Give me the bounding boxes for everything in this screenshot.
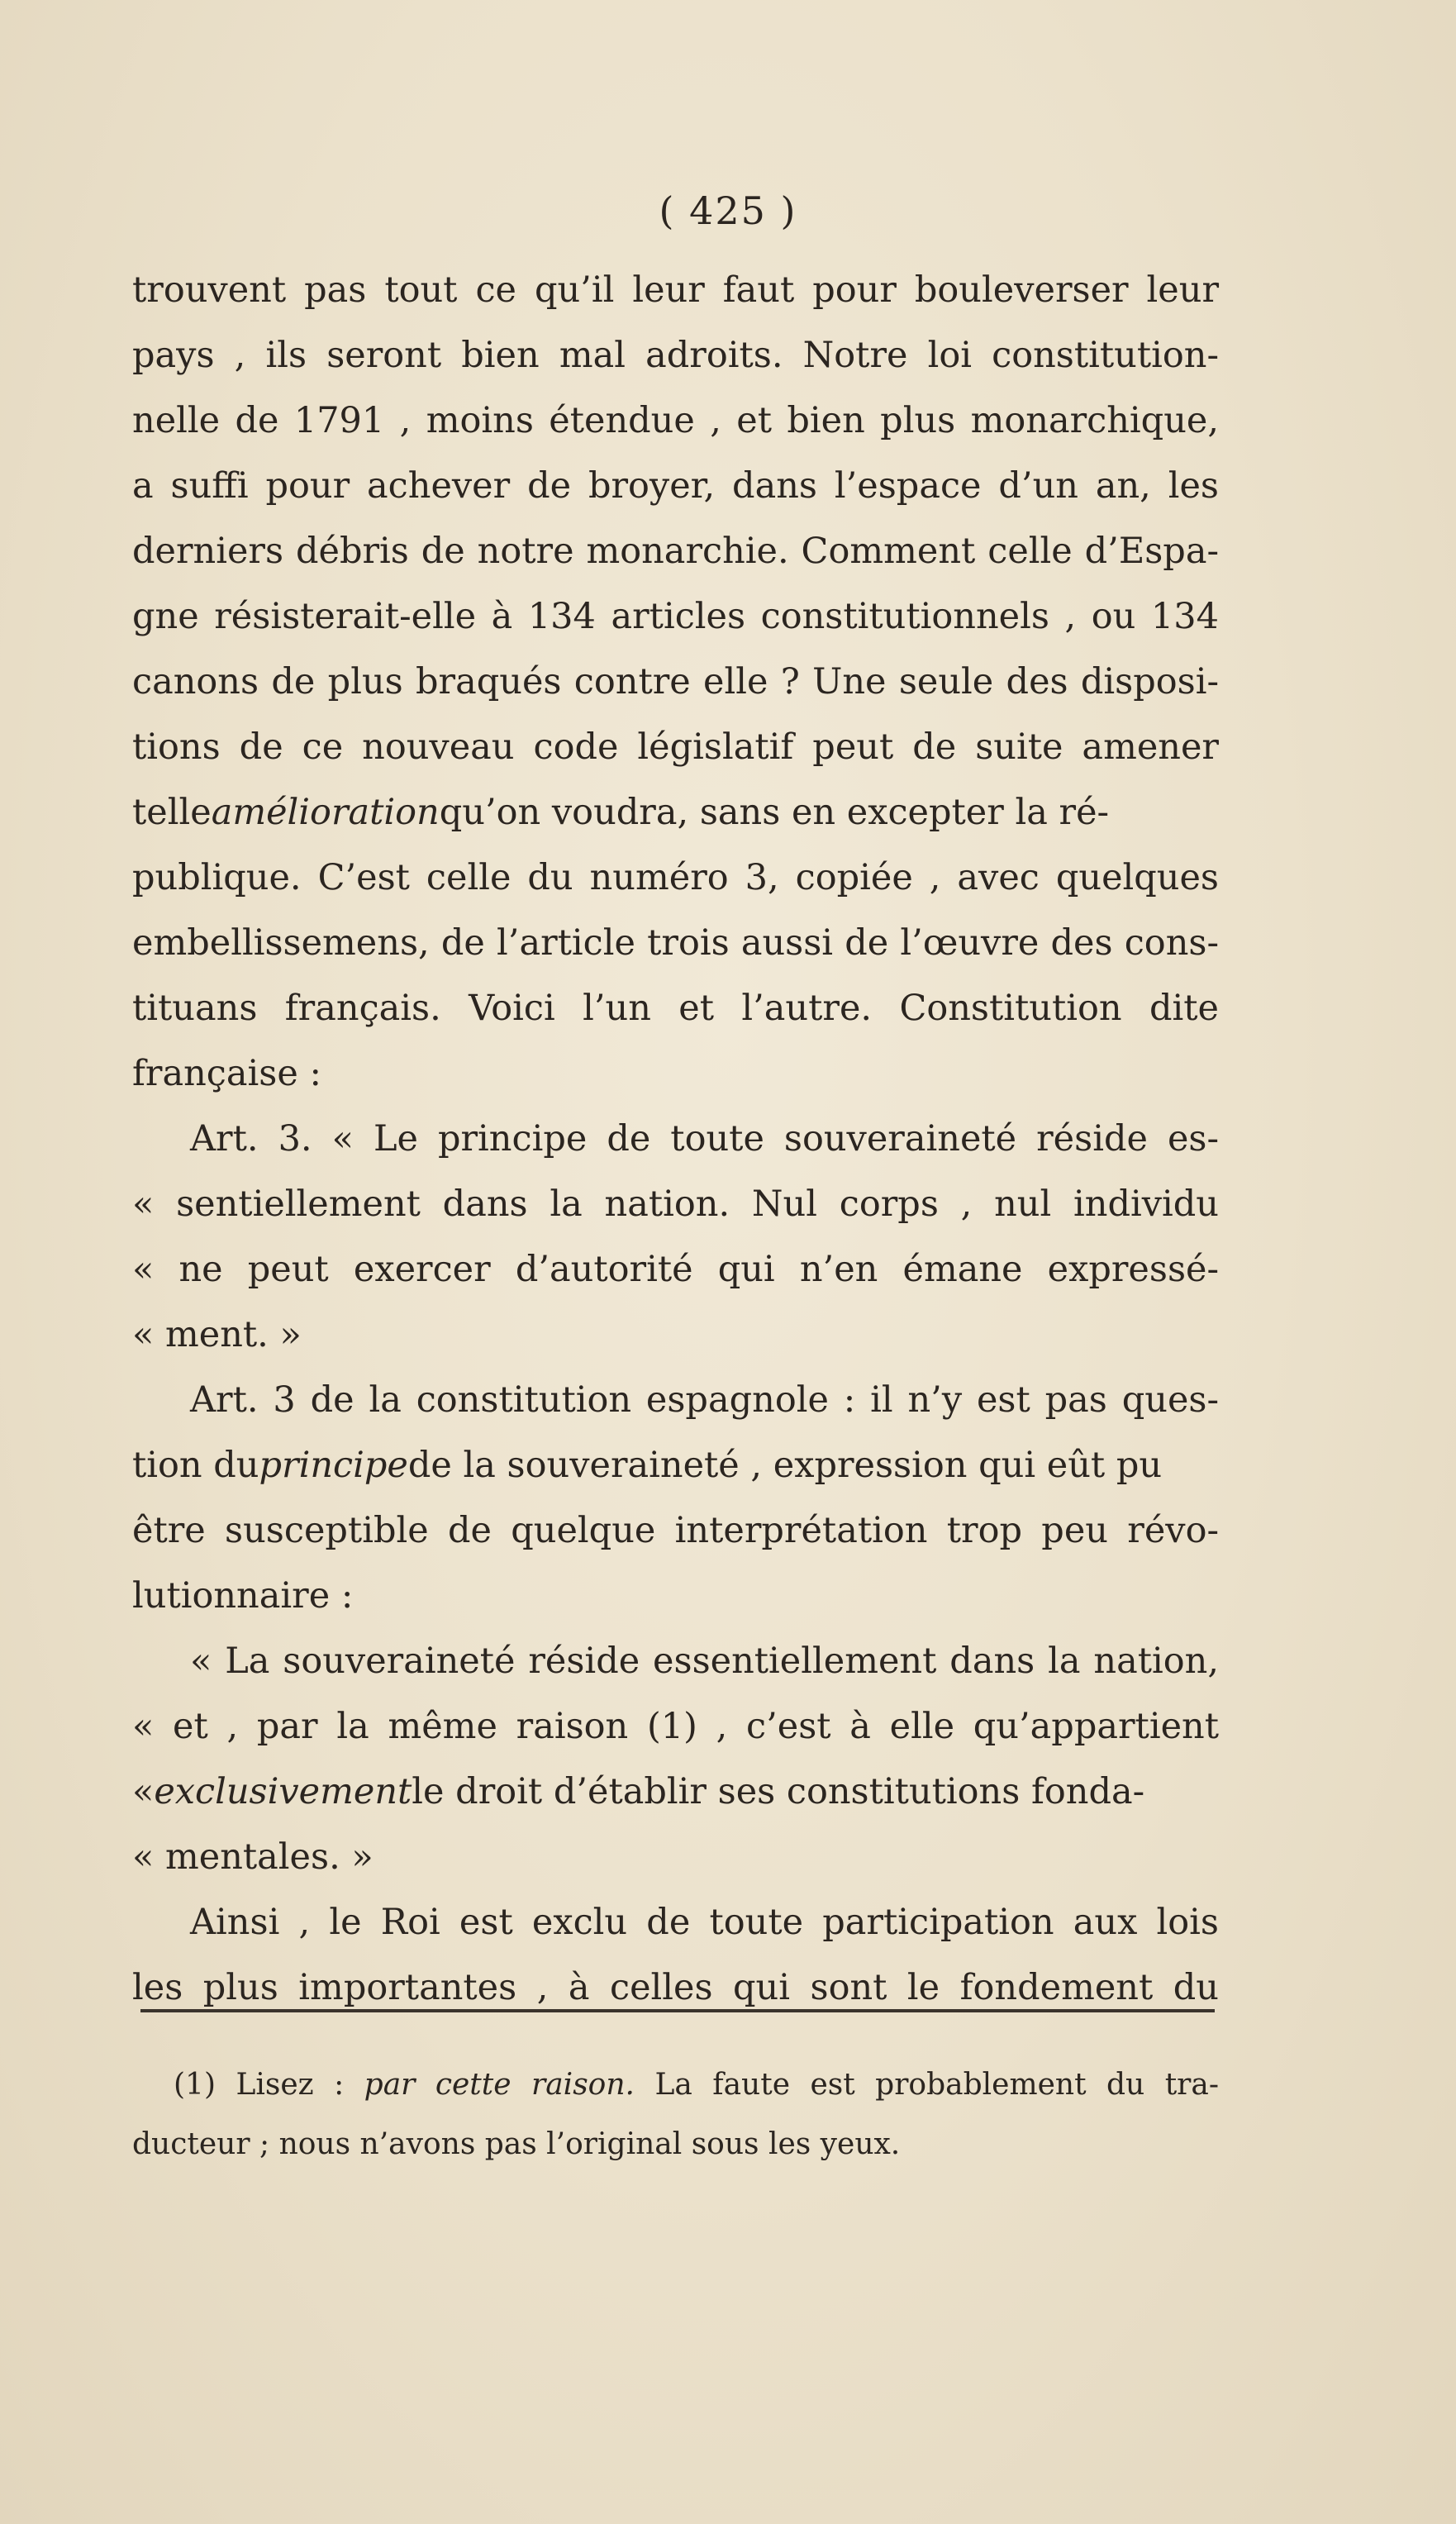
text-line: tion duprincipede la souveraineté , expression qui eût pu	[132, 1433, 1219, 1498]
text-line: gne résisterait-elle à 134 articles constitutionnels , ou 134	[132, 596, 1219, 637]
text-line: « mentales. »	[132, 1836, 374, 1878]
footnote-divider	[140, 2009, 1215, 2012]
body-text	[132, 258, 1219, 2021]
text-line: être susceptible de quelque interprétation trop peu révo-	[132, 1510, 1219, 1551]
text-line: canons de plus braqués contre elle ? Une seule des disposi-	[132, 661, 1219, 702]
text-line: « et , par la même raison (1) , c’est à elle qu’appartient	[132, 1706, 1219, 1747]
text-line: «exclusivementle droit d’établir ses constitutions fonda-	[132, 1760, 1219, 1825]
text-line: « La souveraineté réside essentiellement dans la nation,	[190, 1641, 1219, 1682]
text-line: embellissemens, de l’article trois aussi de l’œuvre des cons-	[132, 922, 1219, 964]
text-line: trouvent pas tout ce qu’il leur faut pour bouleverser leur	[132, 269, 1219, 311]
emphasized-word: par cette raison.	[364, 2068, 635, 2102]
page-number: ( 425 )	[659, 188, 797, 233]
footnote	[132, 2055, 1220, 2174]
text-line: telleaméliorationqu’on voudra, sans en excepter la ré-	[132, 780, 1219, 845]
footnote-line: (1) Lisez : par cette raison. La faute est probablement du tra-	[174, 2068, 1220, 2102]
text-line: tions de ce nouveau code législatif peut de suite amener	[132, 726, 1219, 768]
text-line: tituans français. Voici l’un et l’autre. Constitution dite	[132, 988, 1219, 1029]
emphasized-word: amélioration	[211, 792, 440, 833]
text-line: « sentiellement dans la nation. Nul corps , nul individu	[132, 1183, 1219, 1225]
text-line: pays , ils seront bien mal adroits. Notre loi constitution-	[132, 335, 1219, 376]
text-line: Art. 3. « Le principe de toute souveraineté réside es-	[190, 1118, 1219, 1160]
text-line: publique. C’est celle du numéro 3, copiée , avec quelques	[132, 857, 1219, 898]
emphasized-word: exclusivement	[154, 1771, 412, 1812]
text-line: française :	[132, 1053, 321, 1094]
text-line: lutionnaire :	[132, 1575, 354, 1617]
text-line: Ainsi , le Roi est exclu de toute participation aux lois	[190, 1902, 1219, 1943]
text-line: « ne peut exercer d’autorité qui n’en émane expressé-	[132, 1249, 1219, 1290]
text-line: les plus importantes , à celles qui sont le fondement du	[132, 1967, 1219, 2008]
text-line: nelle de 1791 , moins étendue , et bien plus monarchique,	[132, 400, 1219, 441]
footnote-line: ducteur ; nous n’avons pas l’original sous les yeux.	[132, 2127, 901, 2161]
text-line: Art. 3 de la constitution espagnole : il n’y est pas ques-	[190, 1379, 1219, 1421]
emphasized-word: principe	[259, 1445, 408, 1486]
text-line: a suffi pour achever de broyer, dans l’espace d’un an, les	[132, 465, 1219, 507]
text-line: derniers débris de notre monarchie. Comment celle d’Espa-	[132, 531, 1219, 572]
text-line: « ment. »	[132, 1314, 302, 1355]
